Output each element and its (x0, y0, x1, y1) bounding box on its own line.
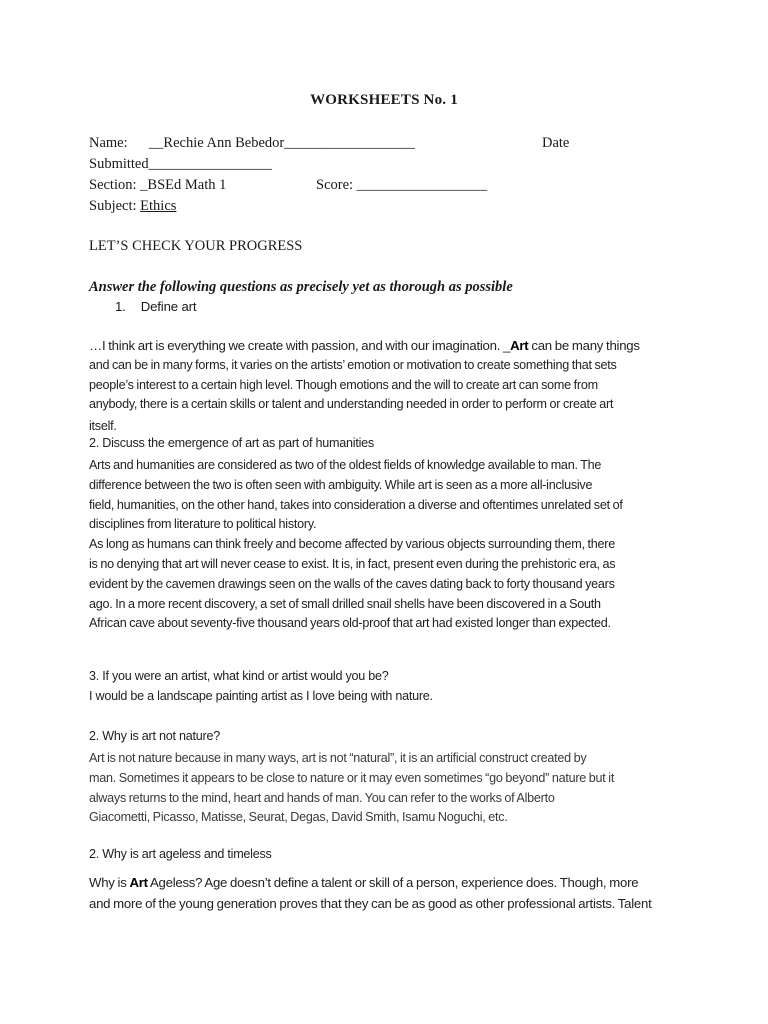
score-label: Score: (316, 177, 354, 193)
answer-1-line: people’s interest to a certain high level. Though emotions and the will to create art can some from (89, 377, 598, 392)
subject-value: Ethics (140, 198, 177, 214)
answer-5-line (89, 872, 689, 893)
score-value: __________________ (356, 177, 488, 193)
name-value: __Rechie Ann Bebedor__________________ (148, 135, 415, 151)
answer-2-line: African cave about seventy-five thousand years old-proof that art had existed longer than expected. (89, 616, 611, 631)
progress-heading: LET’S CHECK YOUR PROGRESS (89, 238, 303, 254)
worksheet-title: WORKSHEETS No. 1 (310, 92, 458, 108)
answer-2-line: ago. In a more recent discovery, a set of small drilled snail shells have been discovered in a South (89, 596, 601, 611)
answer-2-line: disciplines from literature to political history. (89, 517, 317, 532)
answer-5 (89, 872, 689, 914)
answer-1-line: and can be in many forms, it varies on the artists’ emotion or motivation to create something that sets (89, 358, 617, 372)
section-row (89, 175, 226, 195)
answer-5-line1-post: Ageless? Age doesn’t define a talent or skill of a person, experience does. Though, more (147, 875, 639, 890)
question-1-text: Define art (140, 299, 197, 314)
answer-1-line1-pre: …I think art is everything we create with passion, and with our imagination. _ (89, 338, 511, 353)
subject-label: Subject: (89, 198, 137, 214)
answer-2-line: evident by the cavemen drawings seen on the walls of the caves dating back to forty thousand years (89, 576, 615, 591)
question-1 (115, 297, 196, 317)
answer-2 (89, 456, 689, 634)
answer-1-line: anybody, there is a certain skills or talent and understanding needed in order to perform or create art (89, 397, 614, 412)
answer-5-bold-art: Art (129, 875, 148, 890)
answer-4-line: Giacometti, Picasso, Matisse, Seurat, Degas, David Smith, Isamu Noguchi, etc. (89, 810, 508, 825)
question-4-heading: 2. Why is art not nature? (89, 729, 220, 743)
question-1-number: 1. (115, 299, 126, 314)
question-2-heading: 2. Discuss the emergence of art as part of humanities (89, 436, 374, 450)
answer-1-line1-post: can be many things (528, 338, 640, 353)
submitted-row: Submitted_________________ (89, 156, 272, 172)
name-row (89, 133, 415, 153)
question-5-heading: 2. Why is art ageless and timeless (89, 847, 272, 861)
score-row (316, 175, 487, 195)
answer-2-line: As long as humans can think freely and become affected by various objects surrounding them, there (89, 537, 615, 552)
answer-2-line: Arts and humanities are considered as two of the oldest fields of knowledge available to man. The (89, 458, 602, 472)
answer-1-line: itself. (89, 418, 117, 433)
answer-5-line: and more of the young generation proves that they can be as good as other professional artists. Talent (89, 896, 652, 911)
answer-4-line: always returns to the mind, heart and hands of man. You can refer to the works of Alberto (89, 790, 555, 805)
question-3-heading: 3. If you were an artist, what kind or artist would you be? (89, 669, 389, 683)
answer-3: I would be a landscape painting artist as I love being with nature. (89, 689, 433, 703)
answer-1 (89, 336, 689, 436)
date-label: Date (542, 135, 570, 151)
answer-2-line: is no denying that art will never cease to exist. It is, in fact, present even during the prehistoric era, as (89, 556, 616, 571)
subject-row (89, 196, 176, 216)
answer-1-line (89, 336, 689, 356)
answer-4-line: Art is not nature because in many ways, art is not “natural”, it is an artificial construct created by (89, 751, 587, 765)
section-value: _BSEd Math 1 (140, 177, 227, 193)
answer-2-line: difference between the two is often seen with ambiguity. While art is seen as a more all-inclusive (89, 477, 593, 492)
instruction-text: Answer the following questions as precisely yet as thorough as possible (89, 279, 513, 295)
answer-2-line: field, humanities, on the other hand, takes into consideration a diverse and oftentimes unrelated set of (89, 497, 623, 512)
answer-4 (89, 749, 689, 828)
answer-5-line1-pre: Why is (89, 875, 130, 890)
answer-1-bold-art: Art (510, 338, 529, 353)
name-label: Name: (89, 135, 128, 151)
answer-4-line: man. Sometimes it appears to be close to nature or it may even sometimes “go beyond” nature but it (89, 770, 615, 785)
section-label: Section: (89, 177, 137, 193)
